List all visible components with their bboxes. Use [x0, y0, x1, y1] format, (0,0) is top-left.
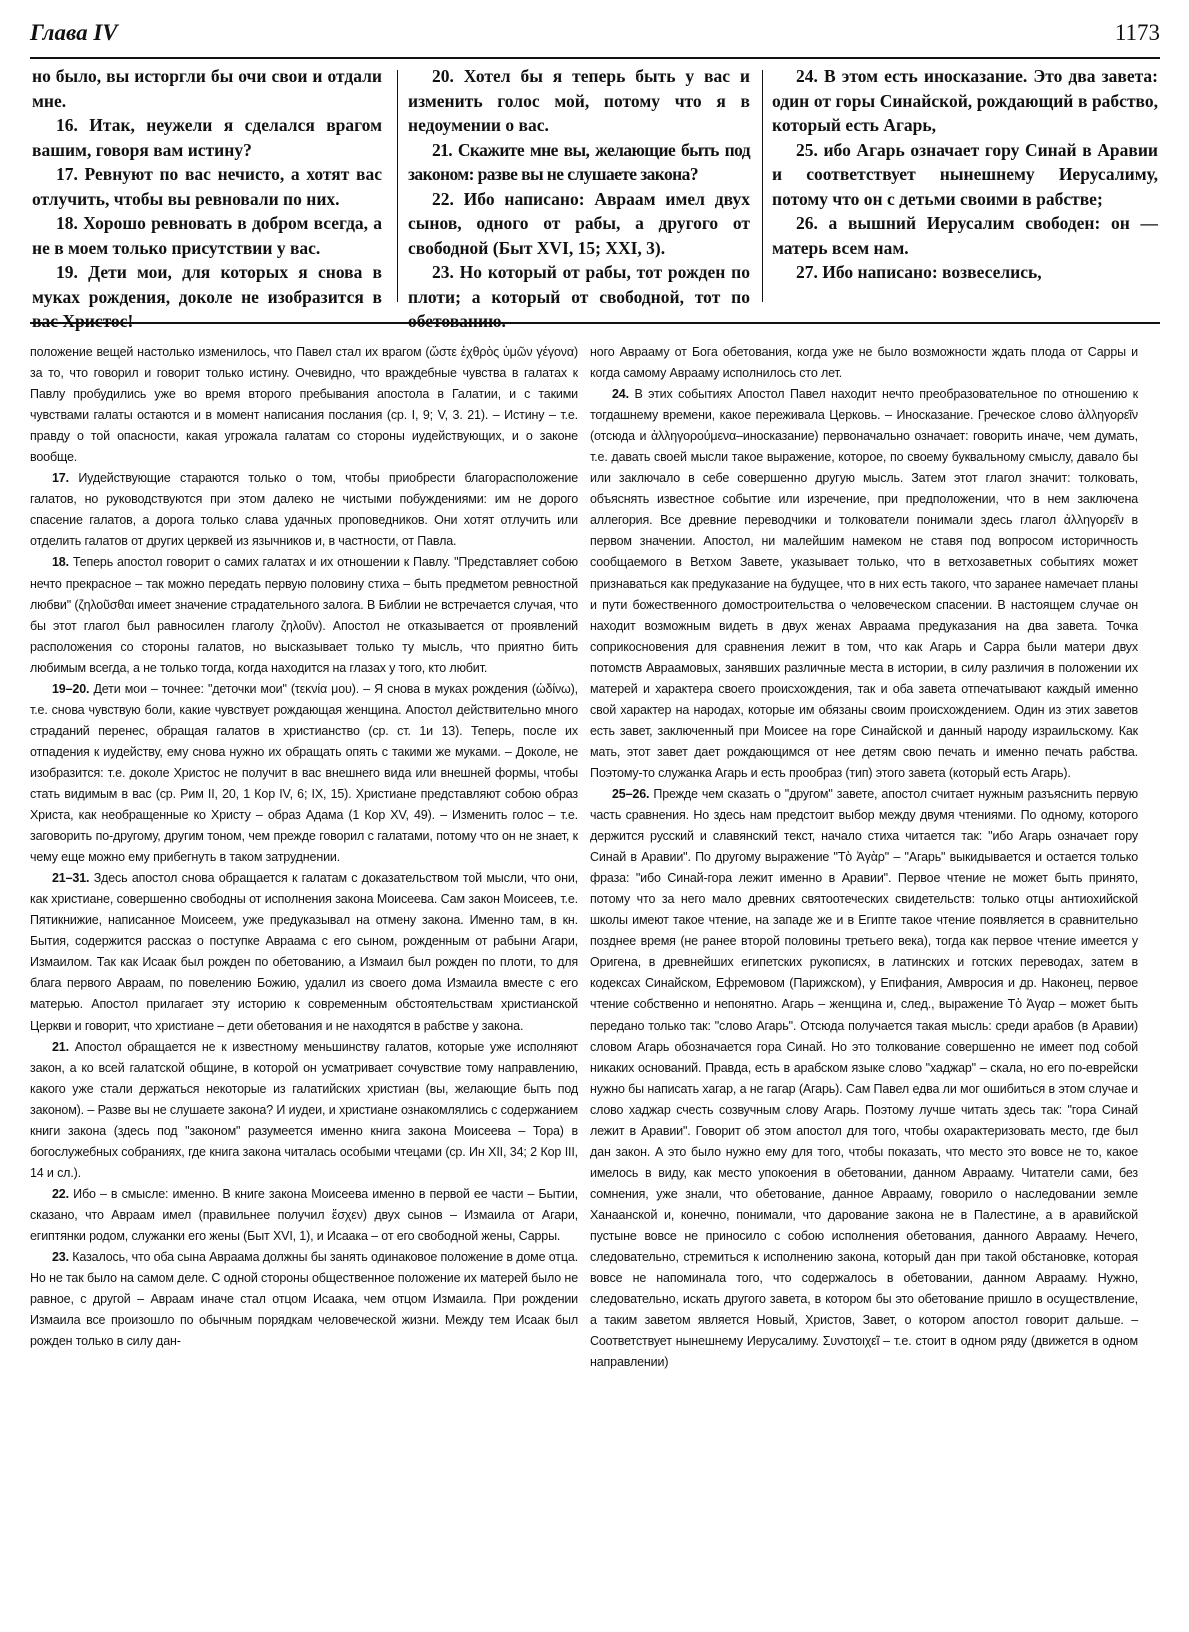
verse: 23. Но который от рабы, тот рожден по плоти; а который от свободной, тот по обетованию.: [408, 262, 750, 331]
verse-ref: 18.: [52, 555, 69, 570]
verse: 21. Скажите мне вы, желающие быть под законом: разве вы не слушаете закона?: [408, 139, 750, 184]
column-divider: [762, 70, 763, 302]
verse-ref: 24.: [612, 387, 629, 402]
verse: 22. Ибо написано: Авраам имел двух сынов, одного от рабы, а другого от свободной (Быт XVI, 15; XXI, 3).: [408, 188, 750, 258]
commentary-paragraph: 25–26. Прежде чем сказать о "другом" завете, апостол считает нужным разъяснить первую часть сравнения. Но здесь нам предстоит выбор между двумя чтениями. По одному, которого держится русский и славянский текст, начало стиха читается так: "ибо Агарь означает гору Синай в Аравии". По другому выражение "Τὸ Ἀγὰρ" – "Агарь" выкидывается и остается только фраза: "ибо Синай-гора лежит именно в Аравии". Первое чтение не может быть принято, потому что за него мало древних святоотеческих свидетельств: только отцы антиохийской школы имеют такое чтение, на западе же и в Египте такое чтение появляется в сравнительно позднее время (не ранее второй половины третьего века), тогда как первое чтение имеется у Оригена, в древнейших египетских рукописях, в латинских и готских переводах, затем в кодексах Синайском, Ефремовом (Парижском), у Епифания, Амвросия и др. Наконец, первое чтение собственно и непонятно. Агарь – женщина и, след., выражение Τὸ Ἀγαρ – может быть передано только так: "слово Агарь". Отсюда получается такая мысль: среди арабов (в Аравии) словом Агарь обозначается гора Синай. Но это толкование совершенно не имеет под собой никаких оснований. Правда, есть в арабском языке слово "хаджар" – скала, но его по-еврейски нужно бы написать хагар, а не гагар (Агарь). Сам Павел едва ли мог ошибиться в этом случае и слово хаджар счесть созвучным слову Агарь. Поэтому лучше читать здесь так: "гора Синай лежит в Аравии". Говорит об этом апостол для того, чтобы охарактеризовать место, где был дан закон. А это было нужно ему для того, чтобы показать, что место это вовсе не то, какое имелось в виду, как место упокоения в обетовании, данном Аврааму. Читатели сами, без сомнения, уже знали, что обетование, данное Аврааму, говорило о наследовании земле Ханаанской и, конечно, понимали, что дарование закона не в Палестине, а в аравийской пустыне вовсе не приносило с собою исполнения обетования, данного Аврааму. Нечего, следовательно, стремиться к исполнению закона, который дан при такой обстановке, которая вовсе не напоминала того, что содержалось в обетовании, данном Аврааму. Нужно, следовательно, искать другого завета, в котором бы это обетование пришло в осуществление, а таким заветом является Новый, Христов, Завет, о котором апостол говорит дальше. – Соответствует нынешнему Иерусалиму. Συνστοιχεῖ – т.е. стоит в одном ряду (движется в одном направлении): [590, 786, 1138, 1370]
commentary-right-column: [590, 342, 1138, 1373]
page-number: 1173: [1114, 20, 1160, 45]
verse-ref: 23.: [52, 1250, 69, 1265]
verse: 16. Итак, неужели я сделался врагом вашим, говоря вам истину?: [32, 115, 382, 160]
verse-ref: 21.: [52, 1039, 69, 1054]
commentary-paragraph: 17. Иудействующие стараются только о том, чтобы приобрести благорасположение галатов, но руководствуются при этом далеко не чистыми побуждениями: им не дорого спасение галатов, а дорога только слава удачных проповедников. Они хотят отлучить или отделить галатов от других церквей из язычников и, в частности, от Павла.: [30, 471, 578, 549]
verse: 27. Ибо написано: возвеселись,: [796, 262, 1042, 282]
verse-ref: 22.: [52, 1186, 69, 1201]
verse: но было, вы исторгли бы очи свои и отдали мне.: [32, 66, 382, 111]
chapter-title: Глава IV: [30, 20, 118, 45]
verse: 24. В этом есть иносказание. Это два завета: один от горы Синайской, рождающий в рабство, который есть Агарь,: [772, 66, 1158, 135]
commentary-paragraph: 21–31. Здесь апостол снова обращается к галатам с доказательством той мысли, что они, как христиане, совершенно свободны от исполнения закона Моисеева. Сам закон Моисеев, т.е. Пятикнижие, написанное Моисеем, уже предуказывал на отмену закона. Именно там, в кн. Бытия, содержится рассказ о поступке Авраама с его сыном, рожденным от рабыни Агари, Измаилом. Так как Исаак был рожден по обетованию, а Измаил был рожден по плоти, то для блага первого Авраам, по повелению Божию, удалил из своего дома Измаила вместе с его матерью. Апостол прилагает эту историю к современным обстоятельствам христианской Церкви и говорит, что христиане – дети обетования и не находятся в рабстве у закона.: [30, 871, 578, 1033]
verse-column-2: [408, 64, 750, 334]
verse-ref: 21–31.: [52, 871, 90, 886]
verse-ref: 17.: [52, 471, 69, 486]
commentary-paragraph: 23. Казалось, что оба сына Авраама должны бы занять одинаковое положение в доме отца. Но не так было на самом деле. С одной стороны общественное положение их матерей было не равное, с другой – Авраам иначе стал отцом Исаака, чем отцом Измаила. При рождении Измаила все произошло по обычным порядкам человеческой жизни. Между тем Исаак был рожден только в силу дан-: [30, 1250, 578, 1349]
commentary-paragraph: ного Аврааму от Бога обетования, когда уже не было возможности ждать плода от Сарры и когда самому Аврааму исполнилось сто лет.: [590, 345, 1138, 381]
verse-column-1: [32, 64, 382, 334]
section-rule: [30, 322, 1160, 324]
verse-ref: 25–26.: [612, 786, 650, 801]
scripture-verses: [30, 64, 1160, 331]
header-rule: [30, 57, 1160, 59]
commentary-paragraph: 24. В этих событиях Апостол Павел находит нечто преобразовательное по отношению к тогдашнему времени, какое переживала Церковь. – Иносказание. Греческое слово ἀλληγορεῖν (отсюда и ἀλληγορούμενα–иносказание) первоначально означает: говорить иначе, чем думать, т.е. давать своей мысли такое выражение, которое, по своему буквальному смыслу, давало бы или заключало в себе совершенно другую мысль. Затем этот глагол значит: толковать, объяснять известное событие или изречение, при предположении, что в нем заключена аллегория. Все древние переводчики и толкователи понимали здесь глагол ἀλληγορεῖν в первом значении. Апостол, ни малейшим намеком не ставя под вопросом историчность сообщаемого в Ветхом Завете, указывает только, что в ветхозаветных событиях может признаваться как предуказание на будущее, что в них есть такого, что заранее намечает планы и пути божественного домостроительства о человеческом спасении. В настоящем случае он находит возможным видеть в двух женах Авраама предуказания на два завета. Точка соприкосновения для сравнения лежит в том, что как Агарь и Сарра были матери двух потомств Авраамовых, занявших различные места в истории, в силу различия в положении их матерей и характера своего происхождения, так и оба завета отпечатывают каждый именно свой характер на народах, которые им обязаны своим происхождением. Один из этих заветов есть завет, заключенный при Моисее на горе Синайской и данный народу израильскому. Как мать, этот завет дает рождающимся от нее детям свою печать и именно печать рабства. Поэтому-то служанка Агарь и есть прообраз (тип) этого завета (который есть Агарь).: [590, 387, 1138, 780]
commentary-left-column: [30, 342, 578, 1352]
verse: 17. Ревнуют по вас нечисто, а хотят вас отлучить, чтобы вы ревновали по них.: [32, 164, 382, 209]
verse: 25. ибо Агарь означает гору Синай в Аравии и соответствует нынешнему Иерусалиму, потому что он с детьми своими в рабстве;: [772, 139, 1158, 209]
commentary-paragraph: 21. Апостол обращается не к известному меньшинству галатов, которые уже исполняют закон, а ко всей галатской общине, в которой он усматривает сочувствие тому направлению, какого уже стали держаться некоторые из галатийских христиан (вы, желающие быть под законом). – Разве вы не слушаете закона? И иудеи, и христиане ознакомлялись с содержанием книги закона (здесь под "законом" разумеется именно книга закона Моисеева – Тора) в богослужебных собраниях, где книга закона читалась особыми чтецами (ср. Ин XII, 34; 2 Кор III, 14 и сл.).: [30, 1039, 578, 1180]
verse-ref: 19–20.: [52, 681, 90, 696]
commentary-paragraph: 19–20. Дети мои – точнее: "деточки мои" (τεκνία μου). – Я снова в муках рождения (ὠδίνω), т.е. снова чувствую боли, какие чувствует рождающая женщина. Апостол действительно много страданий перенес, обращая галатов в христианство (ср. ст. 1и 13). Теперь, после их отпадения к иудейству, ему снова нужно их обращать опять с такими же муками. – Доколе, не изобразится: т.е. доколе Христос не получит в вас внешнего вида или внешней формы, чтобы стать видимым в вас (ср. Рим II, 20, 1 Кор IV, 6; IX, 15). Христиане представляют собою образ Христа, как необращенные ко Христу – образ Адама (1 Кор XV, 49). – Изменить голос – т.е. заговорить по-другому, другим тоном, чем прежде говорил с галатами, потому что он не знает, к чему еще можно ему прибегнуть в таком затруднении.: [30, 681, 579, 865]
column-divider: [397, 70, 398, 302]
verse: 20. Хотел бы я теперь быть у вас и изменить голос мой, потому что я в недоумении о вас.: [408, 66, 750, 135]
page-header: [30, 20, 1160, 50]
verse: 19. Дети мои, для которых я снова в муках рождения, доколе не изобразится в вас Христос!: [32, 262, 382, 331]
commentary-paragraph: положение вещей настолько изменилось, что Павел стал их врагом (ὥστε ἐχθρὸς ὑμῶν γέγονα) за то, что говорил и говорит только истину. Очевидно, что враждебные чувства в галатах к Павлу пробудились уже во время второго пребывания апостола в Галатии, и с такими чувствами галаты остаются и в момент написания послания (ср. I, 9; V, 3. 21). – Истину – т.е. правду о той опасности, какая угрожала галатам со стороны иудействующих, и о законе вообще.: [30, 345, 578, 465]
verse: 18. Хорошо ревновать в добром всегда, а не в моем только присутствии у вас.: [32, 213, 382, 258]
verse-column-3: [772, 64, 1158, 285]
commentary-paragraph: 22. Ибо – в смысле: именно. В книге закона Моисеева именно в первой ее части – Бытии, сказано, что Авраам имел (правильнее получил ἔσχεν) двух сынов – Измаила от Агари, египтянки родом, служанки его жены (Быт XVI, 1), и Исаака – от его свободной жены, Сарры.: [30, 1186, 578, 1243]
commentary-paragraph: 18. Теперь апостол говорит о самих галатах и их отношении к Павлу. "Представляет собою нечто прекрасное – так можно передать первую половину стиха – быть предметом ревностной любви" (ζηλοῦσθαι имеет значение страдательного залога. В Библии не встречается случая, что бы этот глагол был равносилен глаголу ζηλοῦν). Апостол не отказывается от проявлений расположения со стороны галатов, но высказывает только ту мысль, что приятно бить любимым всегда, а не только тогда, когда находится на глазах у того, кто любит.: [30, 555, 579, 675]
verse: 26. а вышний Иерусалим свободен: он — матерь всем нам.: [772, 213, 1158, 258]
